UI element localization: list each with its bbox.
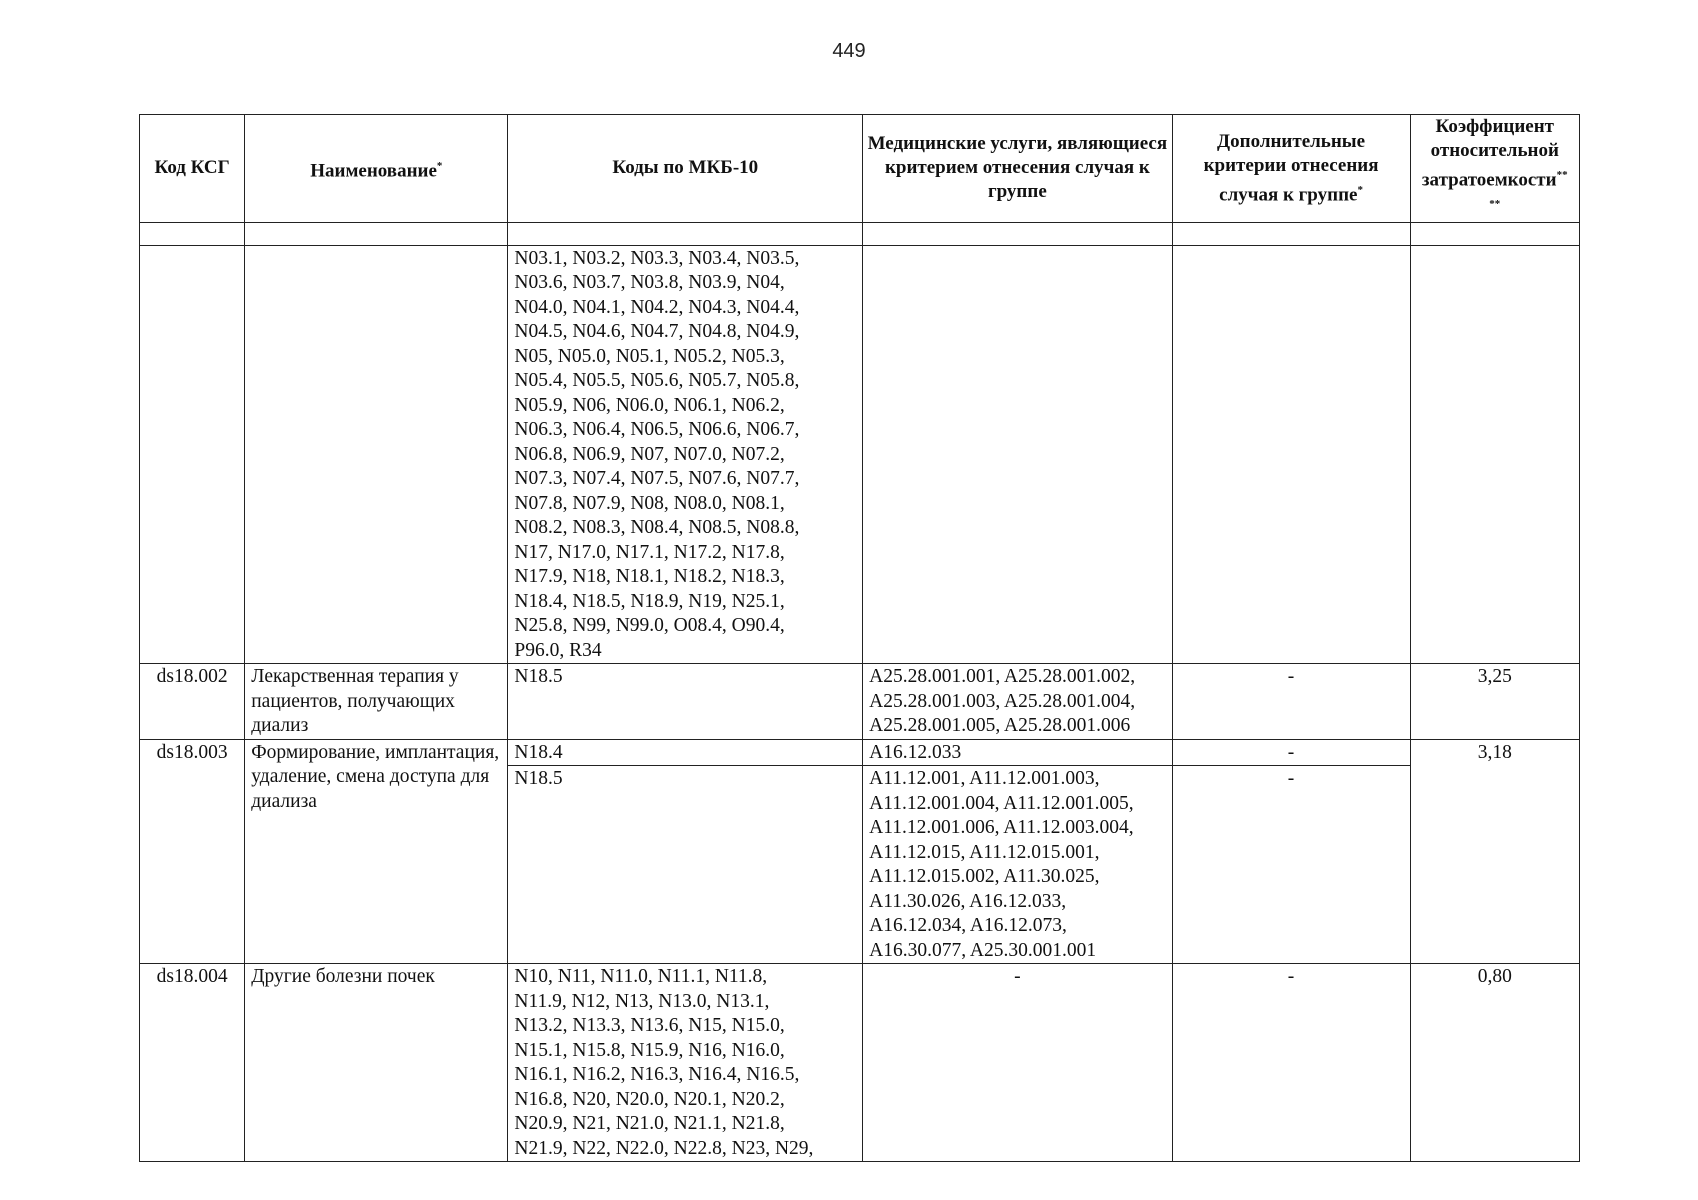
cell-services: - <box>863 964 1172 1162</box>
table-row-ds18-002 <box>140 664 1580 740</box>
cell-mkb: N10, N11, N11.0, N11.1, N11.8, N11.9, N12, N13, N13.0, N13.1, N13.2, N13.3, N13.6, N15, N15.0, N15.1, N15.8, N15.9, N16, N16.0, N16.1, N16.2, N16.3, N16.4, N16.5, N16.8, N20, N20.0, N20.1, N20.2, N20.9, N21, N21.0, N21.1, N21.8, N21.9, N22, N22.0, N22.8, N23, N29, <box>508 964 863 1162</box>
header-services: Медицинские услуги, являющиеся критерием отнесения случая к группе <box>863 115 1172 223</box>
cell-mkb: N18.4 <box>508 739 863 766</box>
cell-name: Формирование, имплантация, удаление, смена доступа для диализа <box>245 739 508 964</box>
cell-additional: - <box>1172 766 1410 964</box>
cell-services: A16.12.033 <box>863 739 1172 766</box>
cell-code: ds18.003 <box>140 739 245 964</box>
header-additional: Дополнительные критерии отнесения случая к группе* <box>1172 115 1410 223</box>
table-row-blank <box>140 222 1580 245</box>
cell-services: A25.28.001.001, A25.28.001.002, A25.28.001.003, A25.28.001.004, A25.28.001.005, A25.28.001.006 <box>863 664 1172 740</box>
ksg-table <box>139 114 1580 1162</box>
cell-code: ds18.004 <box>140 964 245 1162</box>
cell-mkb: N03.1, N03.2, N03.3, N03.4, N03.5, N03.6, N03.7, N03.8, N03.9, N04, N04.0, N04.1, N04.2, N04.3, N04.4, N04.5, N04.6, N04.7, N04.8, N04.9, N05, N05.0, N05.1, N05.2, N05.3, N05.4, N05.5, N05.6, N05.7, N05.8, N05.9, N06, N06.0, N06.1, N06.2, N06.3, N06.4, N06.5, N06.6, N06.7, N06.8, N06.9, N07, N07.0, N07.2, N07.3, N07.4, N07.5, N07.6, N07.7, N07.8, N07.9, N08, N08.0, N08.1, N08.2, N08.3, N08.4, N08.5, N08.8, N17, N17.0, N17.1, N17.2, N17.8, N17.9, N18, N18.1, N18.2, N18.3, N18.4, N18.5, N18.9, N19, N25.1, N25.8, N99, N99.0, O08.4, O90.4, P96.0, R34 <box>508 245 863 664</box>
header-mkb: Коды по МКБ-10 <box>508 115 863 223</box>
cell-additional: - <box>1172 664 1410 740</box>
page-number: 449 <box>832 40 866 62</box>
cell-coef: 0,80 <box>1410 964 1580 1162</box>
table-row-ds18-004 <box>140 964 1580 1162</box>
cell-additional: - <box>1172 964 1410 1162</box>
table-row-ds18-003 <box>140 739 1580 766</box>
header-code: Код КСГ <box>140 115 245 223</box>
table-header <box>140 115 1580 223</box>
cell-mkb: N18.5 <box>508 664 863 740</box>
cell-name: Другие болезни почек <box>245 964 508 1162</box>
cell-services: A11.12.001, A11.12.001.003, A11.12.001.004, A11.12.001.005, A11.12.001.006, A11.12.003.004, A11.12.015, A11.12.015.001, A11.12.015.002, A11.30.025, A11.30.026, A16.12.033, A16.12.034, A16.12.073, A16.30.077, A25.30.001.001 <box>863 766 1172 964</box>
cell-coef: 3,18 <box>1410 739 1580 964</box>
header-coef: Коэффициент относительной затратоемкости** ** <box>1410 115 1580 223</box>
cell-name: Лекарственная терапия у пациентов, получающих диализ <box>245 664 508 740</box>
cell-code: ds18.002 <box>140 664 245 740</box>
cell-coef: 3,25 <box>1410 664 1580 740</box>
header-name: Наименование* <box>245 115 508 223</box>
table-row-continuation <box>140 245 1580 664</box>
cell-additional: - <box>1172 739 1410 766</box>
cell-mkb: N18.5 <box>508 766 863 964</box>
